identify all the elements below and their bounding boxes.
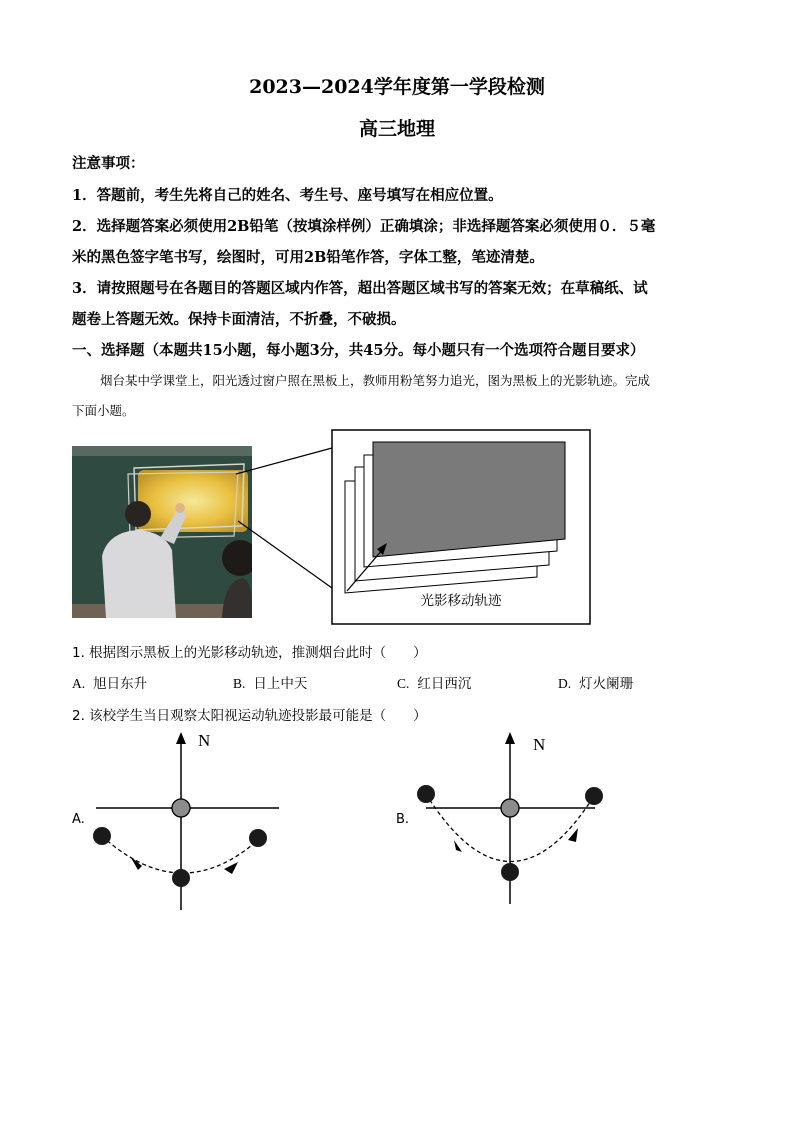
option-label: C. (397, 676, 410, 691)
notice-item-1: 1．答题前，考生先将自己的姓名、考生号、座号填写在相应位置。 (72, 187, 503, 204)
sun-icon (172, 869, 190, 887)
option-label: B. (233, 676, 246, 691)
diagram-a-label[interactable]: A. (72, 812, 85, 827)
observer-icon (172, 799, 190, 817)
north-label: N (198, 731, 211, 750)
notice-heading: 注意事项： (72, 155, 145, 172)
notice-item-2-line-2: 米的黑色签字笔书写，绘图时，可用2B铅笔作答，字体工整，笔迹清楚。 (72, 249, 544, 266)
exam-title: 2023—2024学年度第一学段检测 (249, 76, 545, 98)
north-label: N (533, 735, 546, 754)
sun-icon (93, 827, 111, 845)
question-1-option-d[interactable] (558, 672, 633, 692)
section-intro-line-2: 下面小题。 (72, 403, 135, 418)
exam-subject: 高三地理 (358, 118, 435, 140)
diagram-caption: 光影移动轨迹 (420, 593, 502, 608)
north-arrow-icon (176, 732, 186, 744)
north-arrow-icon (505, 732, 515, 744)
sun-path-diagram-b (410, 728, 610, 914)
option-text: 红日西沉 (417, 676, 472, 692)
question-2-stem: 2. 该校学生当日观察太阳视运动轨迹投影最可能是（ ） (72, 708, 427, 724)
question-1-stem: 1. 根据图示黑板上的光影移动轨迹，推测烟台此时（ ） (72, 645, 427, 661)
sun-icon (249, 829, 267, 847)
sun-path-diagram-a (90, 728, 290, 914)
sun-icon (585, 787, 603, 805)
notice-item-3-line-1: 3．请按照题号在各题目的答题区域内作答，超出答题区域书写的答案无效；在草稿纸、试 (72, 280, 648, 297)
diagram-b-label[interactable]: B. (396, 812, 410, 827)
sun-icon (501, 863, 519, 881)
sun-icon (417, 785, 435, 803)
observer-icon (501, 799, 519, 817)
light-track-diagram (331, 429, 591, 625)
notice-item-2-line-1: 2．选择题答案必须使用2B铅笔（按填涂样例）正确填涂；非选择题答案必须使用０．５毫 (72, 218, 656, 235)
option-text: 日上中天 (253, 676, 308, 692)
option-label: A. (72, 676, 86, 691)
section-heading: 一、选择题（本题共15小题，每小题3分，共45分。每小题只有一个选项符合题目要求） (72, 342, 645, 359)
option-label: D. (558, 676, 572, 691)
option-text: 旭日东升 (93, 676, 148, 692)
notice-item-3-line-2: 题卷上答题无效。保持卡面清洁，不折叠，不破损。 (72, 311, 406, 328)
section-intro-line-1: 烟台某中学课堂上，阳光透过窗户照在黑板上，教师用粉笔努力追光，图为黑板上的光影轨迹。完成 (100, 373, 651, 388)
light-spot-shape (373, 442, 565, 557)
question-1-option-a[interactable] (72, 672, 147, 692)
question-1-option-b[interactable] (233, 672, 307, 692)
question-1-option-c[interactable] (397, 672, 471, 692)
option-text: 灯火阑珊 (579, 676, 634, 692)
